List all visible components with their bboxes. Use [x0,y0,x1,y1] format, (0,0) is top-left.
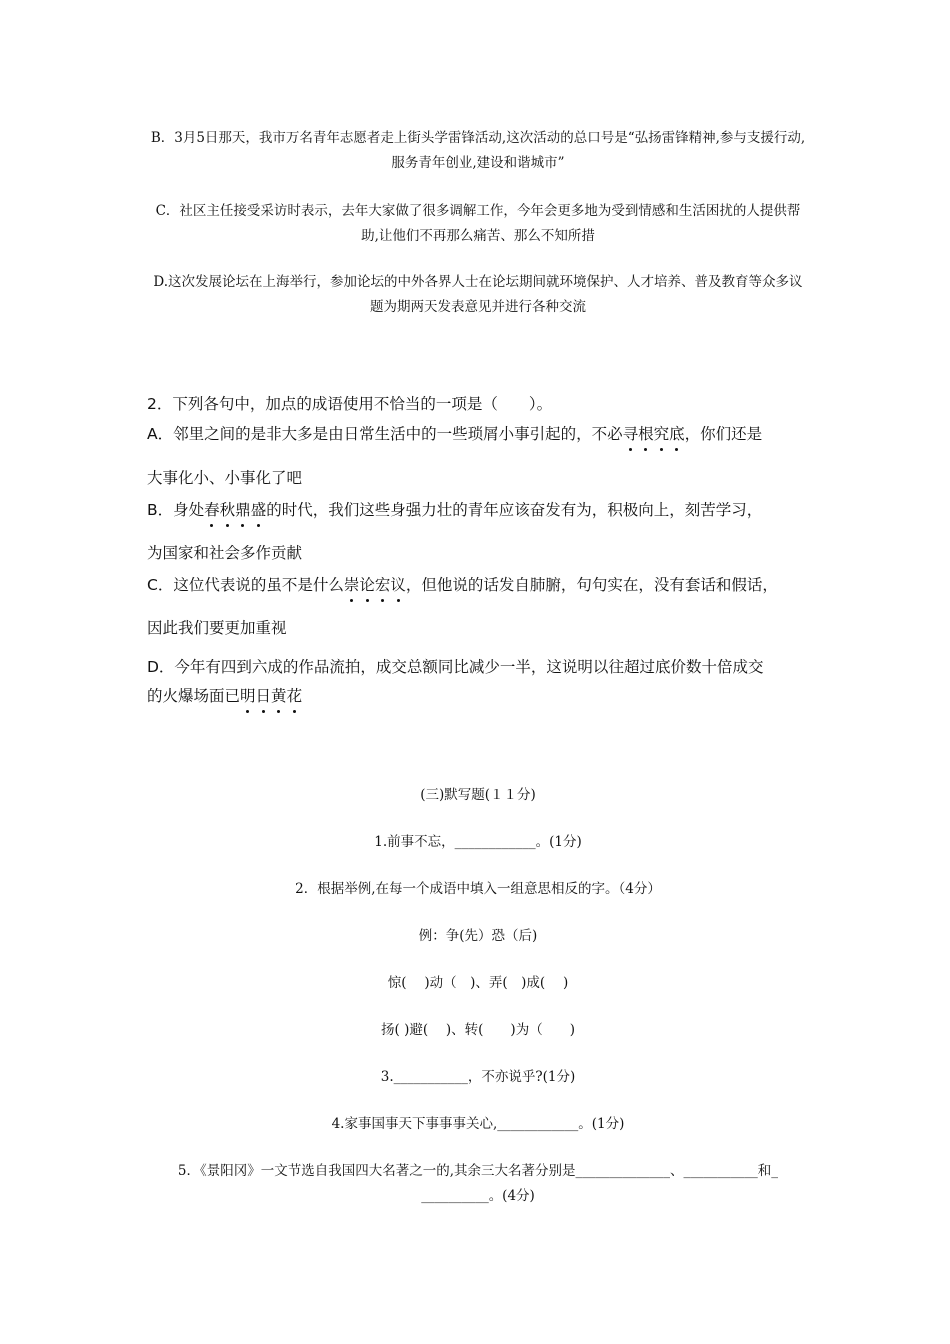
emphasis-char: 根 [638,422,654,444]
question-2-stem: 2．下列各句中，加点的成语使用不恰当的一项是（ ）。 [147,395,553,413]
emphasis-char: 明 [240,684,256,706]
option-b: B．3月5日那天，我市万名青年志愿者走上街头学雷锋活动,这次活动的总口号是“弘扬雷锋精神,参与支援行动,服务青年创业,建设和谐城市” [150,130,806,171]
q2-option-b-cont: 为国家和社会多作贡献 [147,544,303,562]
q2-b-post: 的时代，我们这些身强力壮的青年应该奋发有为，积极向上，刻苦学习， [266,501,763,519]
dictation-q5: 5．《景阳冈》一文节选自我国四大名著之一的,其余三大名著分别是______________、___________和_ [177,1163,779,1179]
emphasis-char: 崇 [344,573,360,595]
q2-option-a-cont: 大事化小、小事化了吧 [147,469,303,487]
q2-a-pre: A．邻里之间的是非大多是由日常生活中的一些琐屑小事引起的，不必 [147,425,623,443]
q2-a-post: ，你们还是 [684,425,763,443]
q2-c-post: ，但他说的话发自肺腑，句句实在，没有套话和假话， [405,576,778,594]
q2-b-pre: B．身处 [147,501,205,519]
emphasis-char: 究 [654,422,670,444]
option-c: C．社区主任接受采访时表示，去年大家做了很多调解工作，今年会更多地为受到情感和生活困扰的人提供帮助,让他们不再那么痛苦、那么不知所措 [155,203,801,244]
emphasis-char: 盛 [251,498,267,520]
option-d: D.这次发展论坛在上海举行，参加论坛的中外各界人士在论坛期间就环境保护、人才培养、普及教育等众多议题为期两天发表意见并进行各种交流 [153,274,803,315]
emphasis-char: 寻 [623,422,639,444]
q2-c-idiom [344,576,406,594]
q2-c-pre: C．这位代表说的虽不是什么 [147,576,344,594]
dictation-q2: 2．根据举例,在每一个成语中填入一组意思相反的字。（4分） [295,881,661,897]
q2-d-pre: 的火爆场面已 [147,687,241,705]
emphasis-char: 黄 [271,684,287,706]
section-3-title: (三)默写题(１１分) [420,787,536,803]
q2-option-d-cont [147,684,302,706]
dictation-row-2: 扬( )避( )、转( )为（ ) [381,1022,575,1038]
q2-b-idiom [204,501,266,519]
q2-option-d: D．今年有四到六成的作品流拍，成交总额同比减少一半，这说明以往超过底价数十倍成交 [147,658,764,676]
dictation-example: 例：争(先）恐（后) [418,928,538,944]
q2-a-idiom [623,425,685,443]
emphasis-char: 春 [204,498,220,520]
dictation-q4: 4.家事国事天下事事事关心,____________。(1分) [331,1116,625,1132]
emphasis-char: 宏 [375,573,391,595]
q2-option-c-cont: 因此我们要更加重视 [147,619,287,637]
emphasis-char: 论 [359,573,375,595]
q2-option-a [147,422,762,444]
q2-option-c [147,573,778,595]
emphasis-char: 鼎 [235,498,251,520]
dictation-q5-cont: __________。(4分) [421,1188,535,1204]
emphasis-char: 议 [390,573,406,595]
q2-d-idiom [240,687,302,705]
dictation-row-1: 惊( )动（ )、弄( )成( ) [387,975,569,991]
emphasis-char: 日 [256,684,272,706]
emphasis-char: 秋 [220,498,236,520]
emphasis-char: 花 [287,684,303,706]
dictation-q3: 3.___________，不亦说乎?(1分) [380,1069,576,1085]
dictation-q1: 1.前事不忘，____________。(1分) [374,834,582,850]
emphasis-char: 底 [669,422,685,444]
q2-option-b [147,498,762,520]
